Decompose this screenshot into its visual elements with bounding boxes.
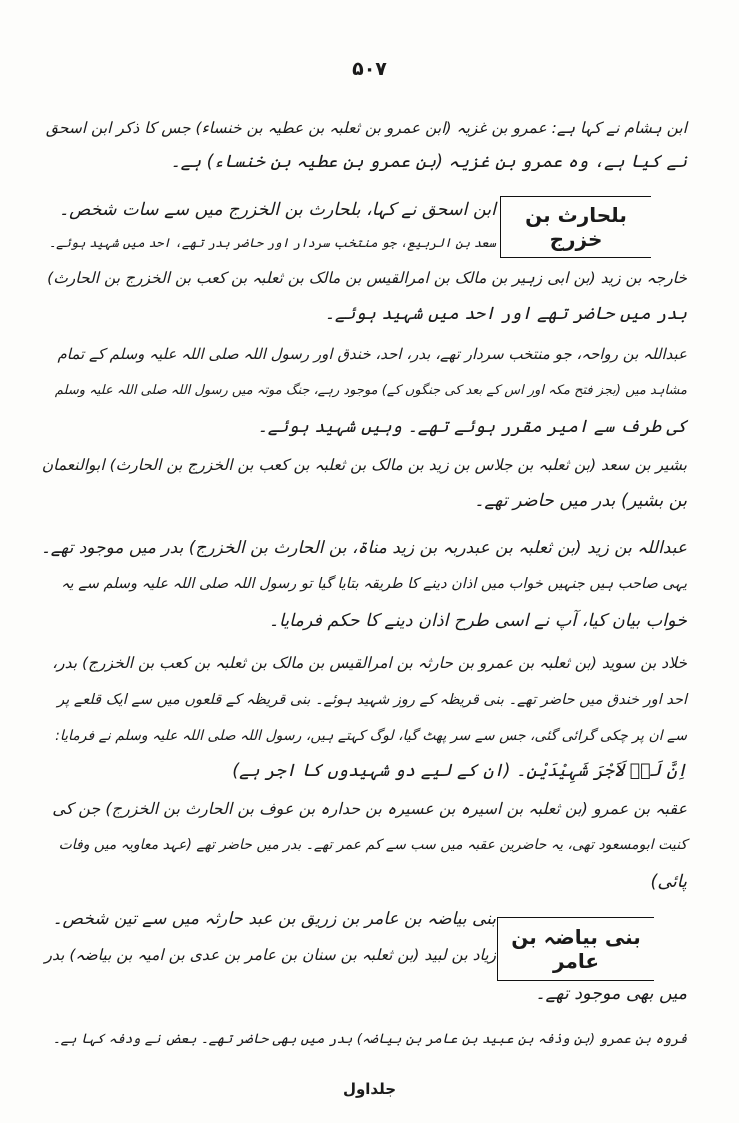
- text-line: بنی بیاضہ بن عامر بن زریق بن عبد حارثہ میں سے تین شخص۔: [52, 909, 496, 929]
- side-heading-bayadah-label: بنی بیاضہ بن عامر: [511, 925, 641, 973]
- text-line: بدر میں حاضر تھے اور احد میں شہید ہوئے۔: [324, 304, 687, 324]
- side-heading-harith-label: بلحارث بن خزرج: [525, 203, 627, 251]
- side-heading-bayadah: [497, 917, 654, 981]
- text-line: سعد بن الربیع، جو منتخب سردار اور حاضر بدر تھے، احد میں شہید ہوئے۔: [48, 235, 496, 250]
- volume-footer: جلداول: [342, 1080, 397, 1098]
- text-line: ابن اسحق نے کہا، بلحارث بن الخزرج میں سے سات شخص۔: [58, 200, 496, 220]
- text-line: زیاد بن لبید (بن ثعلبہ بن سنان بن عامر بن عدی بن امیہ بن بیاضہ) بدر: [44, 946, 496, 964]
- text-line: عقبہ بن عمرو (بن ثعلبہ بن اسیرہ بن عسیرہ بن حدارہ بن عوف بن الحارث بن الخزرج) جن کی: [52, 799, 687, 818]
- text-line: میں بھی موجود تھے۔: [535, 984, 687, 1004]
- text-line: خلاد بن سوید (بن ثعلبہ بن عمرو بن حارثہ بن امرالقیس بن مالک بن ثعلبہ بن کعب بن الخزرج) بدر،: [52, 654, 687, 672]
- text-line: خارجہ بن زید (بن ابی زہیر بن مالک بن امرالقیس بن مالک بن ثعلبہ بن کعب بن الخزرج بن الحارث): [47, 269, 687, 287]
- text-line: پائی): [650, 872, 687, 892]
- text-line: نے کیا ہے، وہ عمرو بن غزیہ (بن عمرو بن عطیہ بن خنساء) ہے۔: [170, 152, 687, 172]
- text-line: فروہ بن عمرو (بن وذفہ بن عبید بن عامر بن بیاضہ) بدر میں بھی حاضر تھے۔ بعض نے ودفہ کہا ہے۔: [52, 1031, 687, 1047]
- text-line: مشاہد میں (بجز فتح مکہ اور اس کے بعد کی جنگوں کے) موجود رہے، جنگ موتہ میں رسول اللہ صلی اللہ علیہ وسلم: [54, 383, 687, 398]
- text-line: بشیر بن سعد (بن ثعلبہ بن جلاس بن زید بن مالک بن ثعلبہ بن کعب بن الخزرج بن الحارث) ابوالنعمان: [41, 456, 687, 474]
- text-line: عبداللہ بن زید (بن ثعلبہ بن عبدربہ بن زید مناۃ، بن الحارث بن الخزرج) بدر میں موجود تھے۔: [40, 538, 687, 558]
- text-line: احد اور خندق میں حاضر تھے۔ بنی قریظہ کے روز شہید ہوئے۔ بنی قریظہ کے قلعوں میں سے ایک قلعے پر: [57, 692, 687, 708]
- text-line: کنیت ابومسعود تھی، یہ حاضرین عقبہ میں سب سے کم عمر تھے۔ بدر میں حاضر تھے (عہد معاویہ میں وفات: [58, 837, 687, 853]
- text-line: عبداللہ بن رواحہ، جو منتخب سردار تھے، بدر، احد، خندق اور رسول اللہ صلی اللہ علیہ وسلم کے تمام: [57, 345, 687, 363]
- text-line: سے ان پر چکی گرائی گئی، جس سے سر پھٹ گیا، لوگ کہتے ہیں، رسول اللہ صلی اللہ علیہ وسلم نے فرمایا:: [55, 728, 687, 744]
- page-number: ۵۰۷: [352, 58, 387, 80]
- side-heading-harith: [500, 196, 651, 258]
- text-line: کی طرف سے امیر مقرر ہوئے تھے۔ وہیں شہید ہوئے۔: [257, 417, 687, 437]
- text-line: اِنَّ لَہٗ لَاَجْرَ شَہِیْدَیْنِ۔ (ان کے لیے دو شہیدوں کا اجر ہے): [232, 761, 687, 781]
- text-line: بن بشیر) بدر میں حاضر تھے۔: [474, 491, 687, 511]
- text-line: یہی صاحب ہیں جنہیں خواب میں اذان دینے کا طریقہ بتایا گیا تو رسول اللہ صلی اللہ علیہ وسلم سے یہ: [61, 576, 687, 592]
- text-line: ابن ہشام نے کہا ہے: عمرو بن غزیہ (ابن عمرو بن ثعلبہ بن عطیہ بن خنساء) جس کا ذکر ابن اسحق: [45, 119, 687, 137]
- text-line: خواب بیان کیا، آپ نے اسی طرح اذان دینے کا حکم فرمایا۔: [268, 611, 687, 631]
